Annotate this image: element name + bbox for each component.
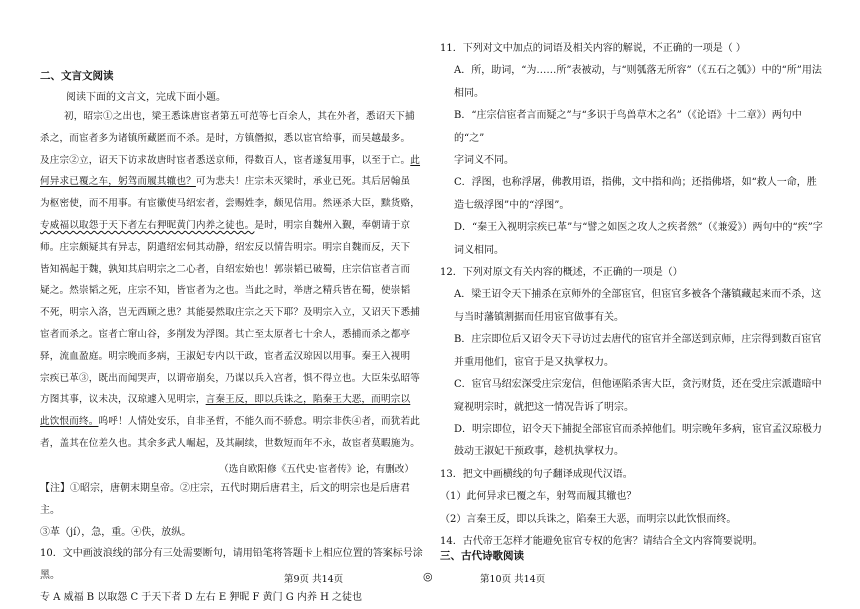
source-citation: （选自欧阳修《五代史·宦者传》论，有删改） xyxy=(219,464,414,475)
option-b: B．“庄宗信宦者言而疑之”与“多识于鸟兽草木之名”（《论语》十二章》）两句中的“之” xyxy=(454,110,802,144)
question-13-sub1: （1）此何异求已覆之车，射驾而履其辙也？ xyxy=(440,491,637,503)
page-number-left: 第9页 共14页 xyxy=(284,574,344,585)
question-14: 14．古代帝王怎样才能避免宦官专权的危害？请结合全文内容简要说明。 xyxy=(440,535,763,547)
question-13: 13．把文中画横线的句子翻译成现代汉语。 xyxy=(440,468,633,480)
annotation-notes: ③革（jí），急，重。④佚，放纵。 xyxy=(40,526,192,538)
option-b-cont: 字词义不同。 xyxy=(454,155,514,167)
passage-line: 方图其事，议未决，汉琼遽入见明宗，言秦王反，即以兵诛之，陷秦王大恶，而明宗以 xyxy=(40,394,411,406)
section-title-classical: 二、文言文阅读 xyxy=(40,70,114,82)
passage-line: 杀之，而宦者多为诸镇所藏匿而不杀。是时，方镇僭拟，悉以宦官给事，而吴越最多。 xyxy=(40,132,411,144)
passage-line: 皆知祸起于魏，孰知其启明宗之二心者，自绍宏始也！郭崇韬已破蜀，庄宗信宦者言而 xyxy=(40,263,411,275)
passage-line: 不死，明宗入洛，岂无西顾之患？其能晏然取庄宗之天下耶？及明宗入立，又诏天下悉捕 xyxy=(40,307,421,319)
option-c-cont: 窥视明宗时，就把这一情况告诉了明宗。 xyxy=(454,401,634,413)
option-a: A．所，助词，“为……所”表被动，与“则瓠落无所容”（《五石之瓠》）中的“所”用法 xyxy=(454,65,822,77)
question-11: 11．下列对文中加点的词语及相关内容的解说，不正确的一项是（ ） xyxy=(440,43,746,54)
passage-line: 宦者而杀之。宦者亡窜山谷，多削发为浮图。其亡至太原者七十余人，悉捕而杀之都亭 xyxy=(40,328,411,340)
passage-line: 宗疾已革③，既出而闻哭声，以谓帝崩矣，乃谋以兵入宫者，惧不得立也。大臣朱弘昭等 xyxy=(40,372,421,384)
center-mark: ◎ xyxy=(423,570,433,583)
option-d: D．明宗即位，诏令天下捕捉全部宦官而杀掉他们。明宗晚年多病，宦官孟汉琼极力 xyxy=(454,423,823,435)
passage-line: 专威福以取怨于天下者左右狎昵黄门内养之徒也。是时，明宗自魏州入觐，奉朝请于京 xyxy=(40,219,411,231)
option-a-cont: 与当时藩镇割据而任用宦官做事有关。 xyxy=(454,311,624,323)
option-a: A．梁王诏令天下捕杀在京师外的全部宦官，但宦官多被各个藩镇藏起来而不杀，这 xyxy=(454,289,822,301)
passage-line: 此饮恨而终。呜呼！人情处安乐，自非圣哲，不能久而不骄怠。明宗非佚④者，而犹若此 xyxy=(40,416,421,428)
wavy-underlined-text: 专威福以取怨于天下者左右狎昵黄门内养之徒也。 xyxy=(40,219,255,231)
passage-line: 师。庄宗颇疑其有异志，阴遣绍宏伺其动静，绍宏反以情告明宗。明宗自魏而反，天下 xyxy=(40,241,411,253)
reading-instruction: 阅读下面的文言文，完成下面小题。 xyxy=(66,92,226,103)
page-number-right: 第10页 共14页 xyxy=(480,574,546,585)
passage-line: 疑之。然崇韬之死，庄宗不知，皆宦者为之也。当此之时，举唐之精兵皆在蜀，使崇韬 xyxy=(40,285,411,297)
passage-line: 及庄宗②立，诏天下访求故唐时宦者悉送京师，得数百人，宦者遂复用事，以至于亡。此 xyxy=(40,154,421,166)
underlined-text: 此 xyxy=(410,154,421,166)
underlined-text: 何异求已覆之车，躬驾而履其辙也？ xyxy=(40,176,196,188)
option-b-cont: 并重用他们，宦官于是又执掌权力。 xyxy=(454,356,614,368)
question-13-sub2: （2）言秦王反，即以兵诛之，陷秦王大恶，而明宗以此饮恨而终。 xyxy=(440,513,737,525)
annotation-notes: 【注】①昭宗，唐朝末期皇帝。②庄宗，五代时期后唐君主，后文的明宗也是后唐君主。 xyxy=(40,483,410,516)
underlined-text: 言秦王反，即以兵诛之，陷秦王大恶，而明宗以 xyxy=(205,394,411,406)
left-page xyxy=(40,0,423,607)
option-c-cont: 造七级浮图”中的“浮图”。 xyxy=(454,199,570,211)
question-10-options: 专 A 威福 B 以取怨 C 于天下者 D 左右 E 狎昵 F 黄门 G 内养 H 之徒也 xyxy=(40,591,363,603)
underlined-text: 此饮恨而终。 xyxy=(40,416,99,428)
question-10-cont: 黑。 xyxy=(40,570,60,582)
option-c: C．浮图，也称浮屠，佛教用语，指佛，文中指和尚；还指佛塔，如“救人一命，胜 xyxy=(454,177,817,189)
option-b: B．庄宗即位后又诏令天下寻访过去唐代的宦官并全部送到京师，庄宗得到数百宦官 xyxy=(454,334,822,346)
option-c: C．宦官马绍宏深受庄宗宠信，但他诬陷杀害大臣，贪污财货，还在受庄宗派遣暗中 xyxy=(454,379,822,391)
section-title-poetry: 三、古代诗歌阅读 xyxy=(440,550,524,562)
passage-line: 何异求已覆之车，躬驾而履其辙也？可为悲夫！庄宗未灭梁时，承业已死。其后居翰虽 xyxy=(40,176,411,188)
option-a-cont: 相同。 xyxy=(454,87,484,99)
passage-line: 初，昭宗①之出也，梁王悉诛唐宦者第五可范等七百余人，其在外者，悉诏天下捕 xyxy=(64,111,415,122)
classical-passage xyxy=(40,106,424,455)
option-d-cont: 词义相同。 xyxy=(454,244,504,256)
passage-line: 为枢密使，而不用事。有宦徽使马绍宏者，尝赐姓李，颇见信用。然诬杀大臣，黩货赂， xyxy=(40,198,421,210)
passage-line: 驿，流血盈庭。明宗晚而多病，王淑妃专内以干政，宦者孟汉琼因以用事。秦王入视明 xyxy=(40,350,411,362)
question-12: 12．下列对原文有关内容的概述，不正确的一项是（） xyxy=(440,267,683,279)
right-page xyxy=(440,0,828,607)
option-d: D．“秦王入视明宗疾已革”与“譬之如医之攻人之疾者然”（《兼爱》）两句中的“疾”字 xyxy=(454,222,823,234)
question-10: 10．文中画波浪线的部分有三处需要断句，请用铅笔将答题卡上相应位置的答案标号涂 xyxy=(40,548,423,560)
passage-line: 者，盖其在位差久也。其余多武人崛起，及其嗣续，世数短而年不永，故宦者莫暇施为。 xyxy=(40,437,421,449)
option-d-cont: 鼓动王淑妃干预政事，趁机执掌权力。 xyxy=(454,446,624,458)
